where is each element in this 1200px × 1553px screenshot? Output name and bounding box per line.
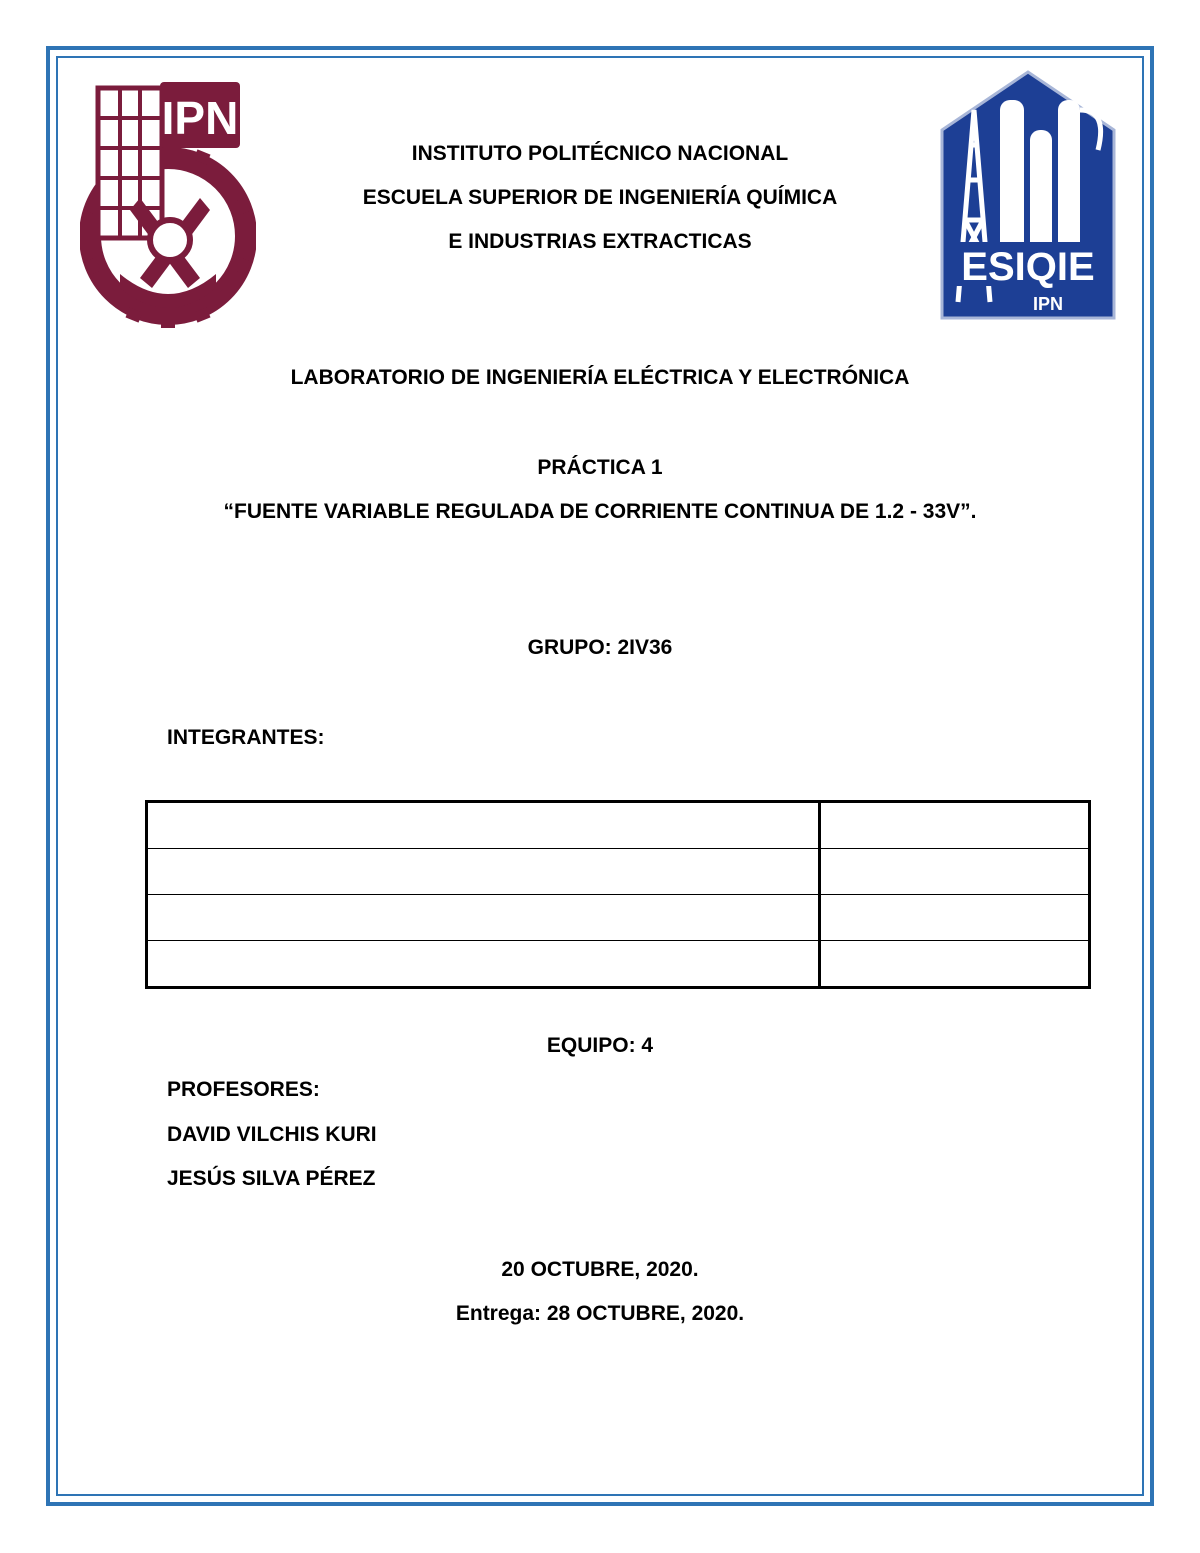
- member-name-cell: [147, 941, 820, 988]
- professors-label: PROFESORES:: [167, 1078, 320, 1101]
- members-label: INTEGRANTES:: [167, 726, 325, 749]
- school-name-line1: ESCUELA SUPERIOR DE INGENIERÍA QUÍMICA: [362, 186, 838, 209]
- group-label: GRUPO: 2IV36: [527, 636, 673, 659]
- professor-name: DAVID VILCHIS KURI: [167, 1123, 377, 1146]
- table-row: [147, 941, 1090, 988]
- laboratory-title: LABORATORIO DE INGENIERÍA ELÉCTRICA Y ELECTRÓNICA: [290, 366, 910, 389]
- school-name-line2: E INDUSTRIAS EXTRACTICAS: [448, 230, 752, 253]
- ipn-logo-text: IPN: [161, 92, 239, 144]
- team-label: EQUIPO: 4: [546, 1034, 654, 1057]
- institution-name: INSTITUTO POLITÉCNICO NACIONAL: [411, 142, 789, 165]
- member-id-cell: [820, 895, 1090, 941]
- document-date: 20 OCTUBRE, 2020.: [501, 1258, 699, 1281]
- professor-name: JESÚS SILVA PÉREZ: [167, 1167, 376, 1190]
- practice-number: PRÁCTICA 1: [537, 456, 663, 479]
- delivery-date: Entrega: 28 OCTUBRE, 2020.: [455, 1302, 745, 1325]
- table-row: [147, 849, 1090, 895]
- member-id-cell: [820, 941, 1090, 988]
- table-row: [147, 895, 1090, 941]
- member-id-cell: [820, 802, 1090, 849]
- esiqie-logo-text: ESIQIE: [961, 245, 1095, 289]
- member-name-cell: [147, 895, 820, 941]
- members-table: [145, 800, 1091, 989]
- practice-title: “FUENTE VARIABLE REGULADA DE CORRIENTE CONTINUA DE 1.2 - 33V”.: [223, 500, 977, 523]
- member-name-cell: [147, 849, 820, 895]
- esiqie-logo-subtext: IPN: [1032, 294, 1064, 314]
- member-id-cell: [820, 849, 1090, 895]
- table-row: [147, 802, 1090, 849]
- member-name-cell: [147, 802, 820, 849]
